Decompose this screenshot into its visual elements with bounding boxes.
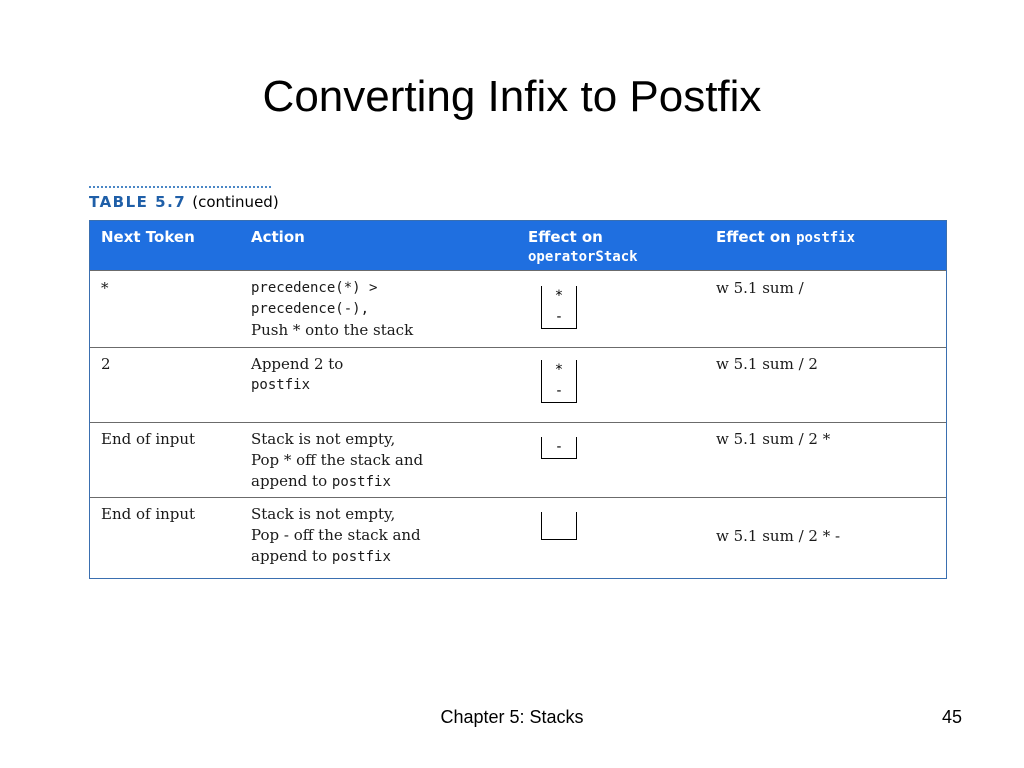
header-effect-stack-line1: Effect on [528,228,603,246]
action-line: precedence(*) > [251,280,378,296]
cell-token: End of input [101,505,196,523]
cell-token: End of input [101,430,196,448]
action-line: Push * onto the stack [251,321,414,339]
table-row [90,422,946,497]
table-caption-continued: (continued) [192,193,279,211]
action-line: Stack is not empty, [251,430,396,448]
header-effect-postfix-prefix: Effect on [716,228,797,246]
header-effect-postfix [716,227,855,248]
stack-slot: - [554,439,564,455]
action-line [251,471,423,493]
action-line: Pop * off the stack and [251,451,424,469]
action-line: precedence(-), [251,301,370,317]
action-line [251,546,421,568]
stack-slot: * [554,362,564,378]
table-row [90,270,946,347]
header-next-token: Next Token [101,228,195,246]
footer-page-number: 45 [941,707,962,727]
stack-slot: - [554,309,564,325]
cell-action [251,504,421,568]
action-line: Pop - off the stack and [251,526,421,544]
operator-stack [541,512,577,540]
action-mono: postfix [331,549,391,565]
action-text: append to [251,472,332,490]
stack-slot: - [554,383,564,399]
cell-postfix: w 5.1 sum / 2 [716,355,818,373]
cell-action [251,429,423,493]
cell-postfix: w 5.1 sum / 2 * [716,430,831,448]
cell-token: * [101,279,109,297]
table-caption-label: TABLE 5.7 [89,193,187,211]
cell-postfix: w 5.1 sum / [716,279,804,297]
action-mono: postfix [331,474,391,490]
caption-divider [89,186,271,188]
cell-action [251,354,343,396]
action-line: Append 2 to [251,355,344,373]
table-row [90,347,946,422]
cell-token: 2 [101,355,111,373]
header-effect-operator-stack [528,227,638,267]
operator-stack [541,286,577,329]
header-effect-stack-line2: operatorStack [528,249,638,265]
action-text: append to [251,547,332,565]
slide-title: Converting Infix to Postfix [262,72,762,121]
cell-postfix: w 5.1 sum / 2 * - [716,527,841,545]
operator-stack [541,437,577,459]
table-caption [89,192,279,212]
table-row [90,497,946,578]
header-action: Action [251,228,305,246]
header-effect-postfix-mono: postfix [796,230,856,246]
footer-chapter: Chapter 5: Stacks [440,707,584,727]
cell-action [251,278,413,341]
action-line: Stack is not empty, [251,505,396,523]
operator-stack [541,360,577,403]
table-header [90,221,946,270]
table [89,220,947,579]
action-line: postfix [251,377,311,393]
stack-slot: * [554,288,564,304]
